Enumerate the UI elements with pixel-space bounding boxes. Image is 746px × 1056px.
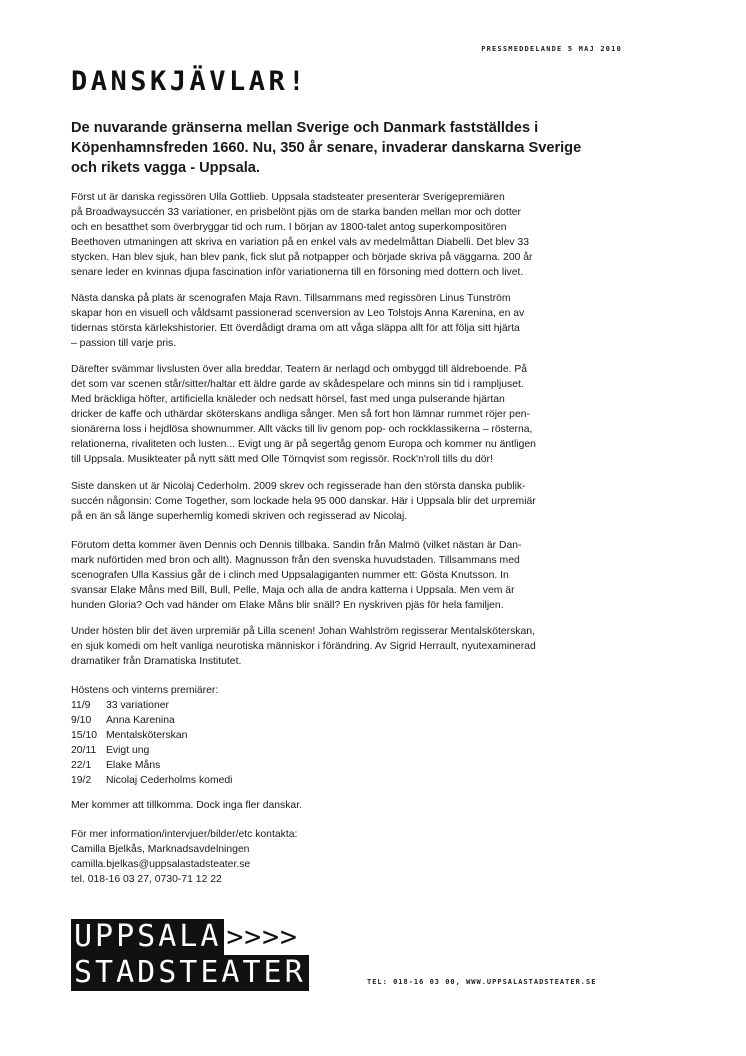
contact-name: Camilla Bjelkås, Marknadsavdelningen — [71, 844, 250, 855]
premiere-title: Nicolaj Cederholms komedi — [106, 775, 233, 786]
text-line: skapar hon en visuell och våldsamt passionerad scenversion av Leo Tolstojs Anna Karenina, en av — [71, 308, 525, 319]
closing-note — [71, 798, 631, 813]
text-line: Under hösten blir det även urpremiär på Lilla scenen! Johan Wahlström regisserar Mentalsköterskan, — [71, 626, 535, 637]
footer-contact: TEL: 018-16 03 00, WWW.UPPSALASTADSTEATER.SE — [367, 978, 597, 986]
premiere-item — [71, 743, 631, 758]
premiere-item — [71, 773, 631, 788]
text-line: dricker de kaffe och uthärdar sköterskans andliga sånger. Men så fort hon lämnar rummet röjer pen- — [71, 409, 530, 420]
text-line: Siste dansken ut är Nicolaj Cederholm. 2009 skrev och regisserade han den största danska publik- — [71, 481, 526, 492]
text-line: Med bräckliga höfter, artificiella knäleder och nedsatt hörsel, fast med unga pulserande hjärtan — [71, 394, 505, 405]
text-line: på Broadwaysuccén 33 variationer, en prisbelönt pjäs om de starka banden mellan mor och dotter — [71, 207, 521, 218]
logo-line-1: UPPSALA — [71, 919, 224, 955]
paragraph-gottlieb — [71, 190, 631, 280]
premiere-date: 15/10 — [71, 730, 98, 741]
premiere-title: Anna Karenina — [106, 715, 175, 726]
premiere-date: 20/11 — [71, 745, 97, 756]
text-line: på en än så länge superhemlig komedi skriven och regisserad av Nicolaj. — [71, 511, 408, 522]
premiere-title: Evigt ung — [106, 745, 150, 756]
premiere-date: 22/1 — [71, 760, 92, 771]
contact-block — [71, 827, 631, 887]
text-line: relationerna, rivaliteten och lusten... Evigt ung är på segertåg genom Europa och kommer nu äntligen — [71, 439, 536, 450]
premiere-date: 11/9 — [71, 700, 91, 711]
premiere-date: 9/10 — [71, 715, 92, 726]
premieres-list — [71, 683, 631, 788]
text-line: dramatiker från Dramatiska Institutet. — [71, 656, 242, 667]
text-line: – passion till varje pris. — [71, 338, 177, 349]
press-release-date: PRESSMEDDELANDE 5 MAJ 2010 — [481, 45, 622, 53]
premiere-item — [71, 758, 631, 773]
text-line: till Uppsala. Musikteater på nytt sätt med Olle Törnqvist som regissör. Rock'n'roll tills du dör! — [71, 454, 493, 465]
premiere-title: Mentalsköterskan — [106, 730, 188, 741]
text-line: och en besatthet som överbryggar tid och rum. I början av 1800-talet antog superkompositören — [71, 222, 507, 233]
premiere-title: Elake Måns — [106, 760, 161, 771]
uppsala-stadsteater-logo — [71, 919, 309, 991]
paragraph-ravn — [71, 291, 631, 351]
text-line: tidernas största kärlekshistorier. Ett överdådigt drama om att våga släppa allt för att följa sitt hjärta — [71, 323, 520, 334]
premiere-item — [71, 698, 631, 713]
paragraph-mentalskoterskan — [71, 624, 631, 669]
paragraph-evigt-ung — [71, 362, 631, 467]
text-line: Beethoven utmaningen att skriva en variation på en enkel vals av medelmåttan Diabelli. Det blev 33 — [71, 237, 530, 248]
closing-text: Mer kommer att tillkomma. Dock inga fler danskar. — [71, 800, 302, 811]
text-line: sionärerna loss i hejdlösa shownummer. Allt väcks till liv genom pop- och rockklassikerna – rösterna, — [71, 424, 533, 435]
text-line: Därefter svämmar livslusten över alla breddar. Teatern är nerlagd och ombyggd till äldreboende. På — [71, 364, 528, 375]
premiere-item — [71, 713, 631, 728]
text-line: succén någonsin: Come Together, som lockade hela 95 000 danskar. Här i Uppsala blir det urpremiär — [71, 496, 536, 507]
contact-phone: tel. 018-16 03 27, 0730-71 12 22 — [71, 874, 222, 885]
premiere-item — [71, 728, 631, 743]
text-line: det som var scenen står/sitter/haltar ett äldre garde av skådespelare och minns sin tid i rampljuset. — [71, 379, 524, 390]
text-line: Nästa danska på plats är scenografen Maja Ravn. Tillsammans med regissören Linus Tunström — [71, 293, 511, 304]
text-line: hunden Gloria? Och vad händer om Elake Måns blir snäll? En nyskriven pjäs för hela familjen. — [71, 600, 504, 611]
page-title: DANSKJÄVLAR! — [71, 66, 309, 97]
lead-paragraph: De nuvarande gränserna mellan Sverige och Danmark fastställdes i Köpenhamnsfreden 1660. Nu, 350 år senare, invaderar danskarna Sverige och rikets vagga - Uppsala. — [71, 120, 582, 176]
premiere-date: 19/2 — [71, 775, 92, 786]
contact-intro: För mer information/intervjuer/bilder/etc kontakta: — [71, 829, 298, 840]
text-line: stycken. Han blev sjuk, han blev pank, fick slut på notpapper och började skriva på väggarna. 200 år — [71, 252, 533, 263]
paragraph-cederholm — [71, 479, 631, 524]
text-line: svansar Elake Måns med Bill, Bull, Pelle, Maja och alla de andra katterna i Uppsala. Men vem är — [71, 585, 515, 596]
premieres-heading: Höstens och vinterns premiärer: — [71, 685, 219, 696]
logo-arrows: >>>> — [226, 920, 298, 953]
text-line: Förutom detta kommer även Dennis och Dennis tillbaka. Sandin från Malmö (vilket nästan är Dan- — [71, 540, 522, 551]
contact-email[interactable]: camilla.bjelkas@uppsalastadsteater.se — [71, 859, 251, 870]
logo-line-2: STADSTEATER — [71, 955, 309, 991]
text-line: scenografen Ulla Kassius går de i clinch med Uppsalagiganten nummer ett: Gösta Knutsson. In — [71, 570, 509, 581]
premiere-title: 33 variationer — [106, 700, 169, 711]
text-line: senare leder en kvinnas djupa fascination inför variationerna till en försoning med dottern och livet. — [71, 267, 524, 278]
text-line: Först ut är danska regissören Ulla Gottlieb. Uppsala stadsteater presenterar Sverigepremiären — [71, 192, 505, 203]
text-line: en sjuk komedi om helt vanliga neurotiska människor i förändring. Av Sigrid Herrault, nyutexaminerad — [71, 641, 536, 652]
text-line: mark nuförtiden med bron och allt). Magnusson från den svenska huvudstaden. Tillsammans med — [71, 555, 520, 566]
paragraph-elake-mans — [71, 538, 631, 613]
